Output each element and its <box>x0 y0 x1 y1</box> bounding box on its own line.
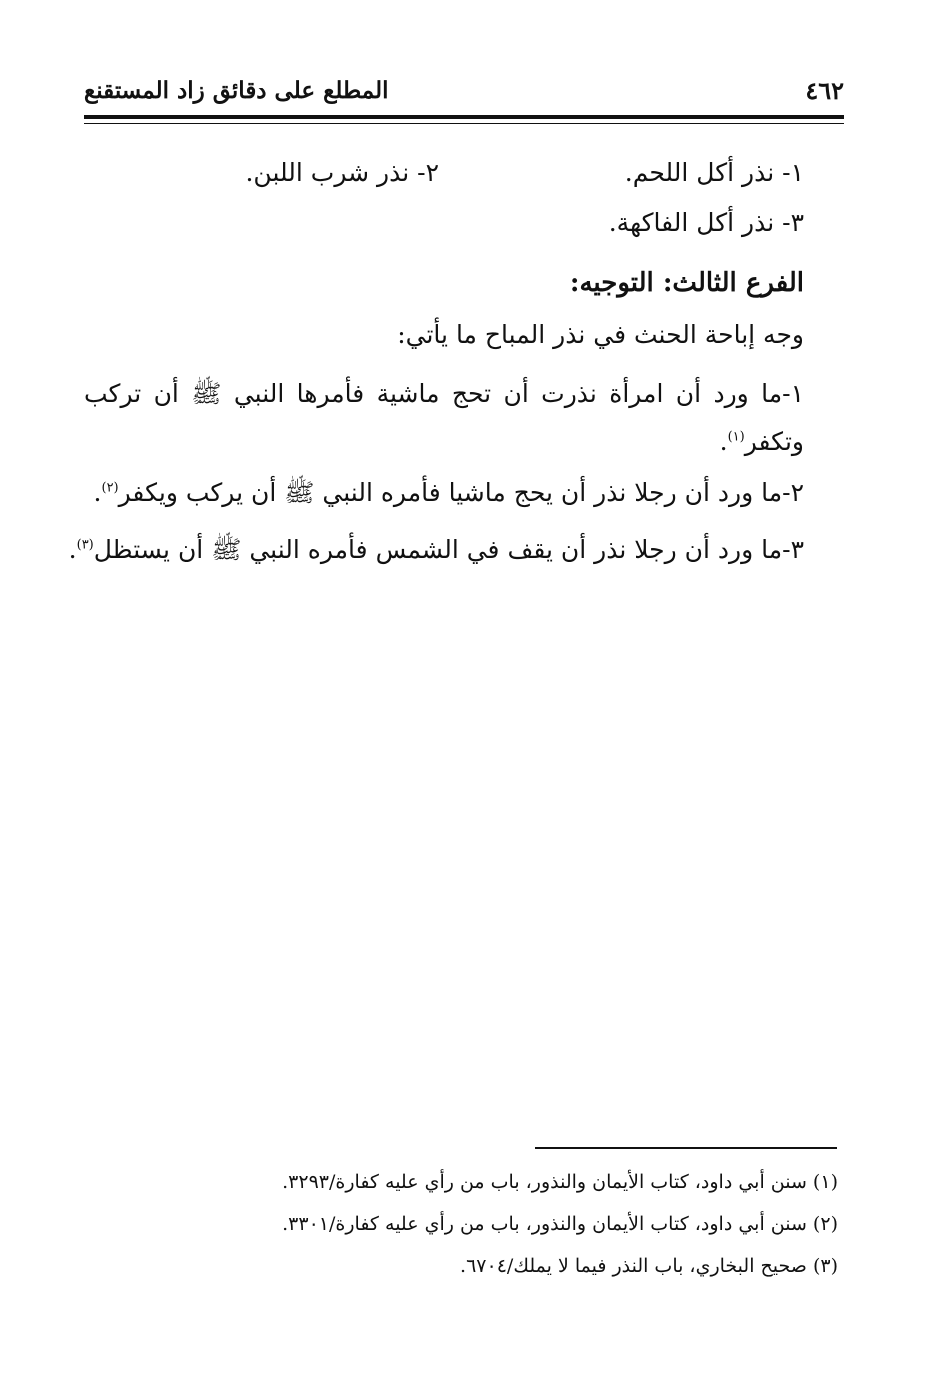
list-item-3: ٣- نذر أكل الفاكهة. <box>608 208 804 237</box>
section-heading: الفرع الثالث: التوجيه: <box>569 268 804 298</box>
page-header <box>84 76 844 116</box>
running-title: المطلع على دقائق زاد المستقنع <box>84 77 389 104</box>
footnote-ref-2: (٢) <box>101 480 119 496</box>
evidence-item-3 <box>68 535 804 565</box>
footnote-ref-3: (٣) <box>76 537 94 553</box>
evidence-item-1 <box>84 370 804 466</box>
footnote-3: (٣) صحيح البخاري، باب النذر فيما لا يملك/٦٧٠٤. <box>460 1255 838 1277</box>
main-content <box>68 150 804 564</box>
evidence-end-1: . <box>719 427 728 456</box>
evidence-item-2 <box>84 478 804 508</box>
footnote-1: (١) سنن أبي داود، كتاب الأيمان والنذور، باب من رأي عليه كفارة/٣٢٩٣. <box>282 1171 838 1193</box>
header-rule-thick <box>84 115 844 119</box>
page-number: ٤٦٢ <box>805 76 844 105</box>
footnote-separator <box>535 1147 837 1149</box>
evidence-end-2: . <box>93 478 102 507</box>
footnote-ref-1: (١) <box>727 429 745 445</box>
footnotes <box>218 1170 838 1296</box>
section-intro: وجه إباحة الحنث في نذر المباح ما يأتي: <box>397 320 804 349</box>
evidence-end-3: . <box>68 535 77 564</box>
header-rule-thin <box>84 123 844 124</box>
list-item-2: ٢- نذر شرب اللبن. <box>245 158 439 187</box>
list-row-2 <box>84 200 804 250</box>
footnote-2: (٢) سنن أبي داود، كتاب الأيمان والنذور، باب من رأي عليه كفارة/٣٣٠١. <box>282 1213 838 1235</box>
evidence-text-3: ٣-ما ورد أن رجلا نذر أن يقف في الشمس فأمره النبي ﷺ أن يستظل <box>93 535 804 564</box>
list-item-1: ١- نذر أكل اللحم. <box>624 158 804 187</box>
list-row-1 <box>84 150 804 200</box>
evidence-text-2: ٢-ما ورد أن رجلا نذر أن يحج ماشيا فأمره النبي ﷺ أن يركب ويكفر <box>118 478 804 507</box>
evidence-text-1: ١-ما ورد أن امرأة نذرت أن تحج ماشية فأمرها النبي ﷺ أن تركب وتكفر <box>84 379 804 456</box>
